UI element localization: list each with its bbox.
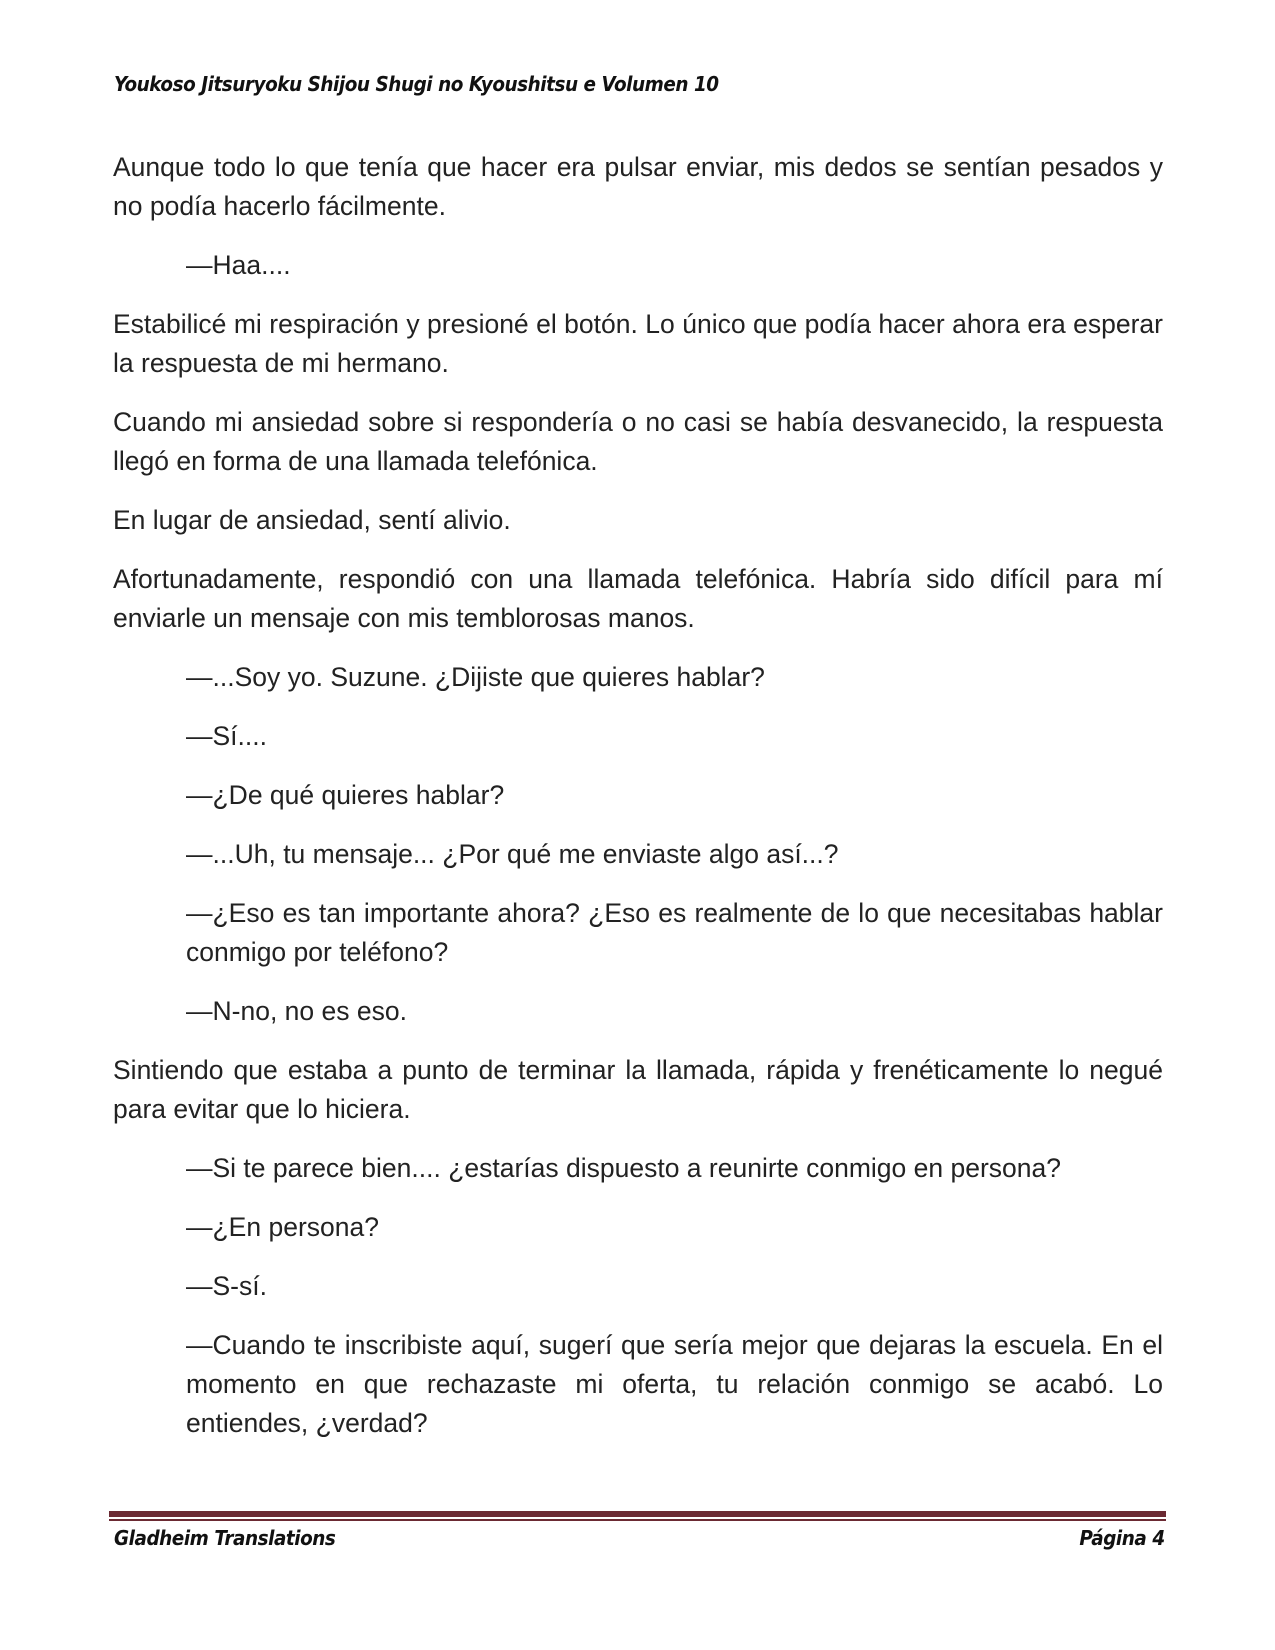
running-header: Youkoso Jitsuryoku Shijou Shugi no Kyoushitsu e Volumen 10 xyxy=(114,72,719,96)
dialogue-line: —N-no, no es eso. xyxy=(186,996,407,1026)
footer-rule-thin xyxy=(109,1519,1166,1521)
footer-rule xyxy=(109,1511,1166,1517)
dialogue-line: —¿Eso es tan importante ahora? ¿Eso es realmente de lo que necesitabas hablar conmigo por teléfono? xyxy=(186,898,1163,967)
paragraph: Afortunadamente, respondió con una llamada telefónica. Habría sido difícil para mí enviarle un mensaje con mis temblorosas manos. xyxy=(113,564,1163,633)
paragraph: En lugar de ansiedad, sentí alivio. xyxy=(113,505,511,535)
dialogue-line: —S-sí. xyxy=(186,1271,267,1301)
dialogue-line: —¿En persona? xyxy=(186,1212,379,1242)
paragraph: Sintiendo que estaba a punto de terminar la llamada, rápida y frenéticamente lo negué para evitar que lo hiciera. xyxy=(113,1055,1163,1124)
page-body xyxy=(113,148,1163,1463)
paragraph: Aunque todo lo que tenía que hacer era pulsar enviar, mis dedos se sentían pesados y no podía hacerlo fácilmente. xyxy=(113,152,1163,221)
paragraph: Cuando mi ansiedad sobre si respondería o no casi se había desvanecido, la respuesta llegó en forma de una llamada telefónica. xyxy=(113,407,1163,476)
dialogue-line: —¿De qué quieres hablar? xyxy=(186,780,505,810)
dialogue-line: —Sí.... xyxy=(186,721,267,751)
page-number: Página 4 xyxy=(1079,1526,1165,1550)
dialogue-line: —...Soy yo. Suzune. ¿Dijiste que quieres hablar? xyxy=(186,662,765,692)
footer-credit: Gladheim Translations xyxy=(114,1526,336,1550)
dialogue-line: —...Uh, tu mensaje... ¿Por qué me enviaste algo así...? xyxy=(186,839,839,869)
dialogue-line: —Haa.... xyxy=(186,250,291,280)
dialogue-line: —Si te parece bien.... ¿estarías dispuesto a reunirte conmigo en persona? xyxy=(186,1153,1061,1183)
dialogue-line: —Cuando te inscribiste aquí, sugerí que sería mejor que dejaras la escuela. En el momento en que rechazaste mi oferta, tu relación conmigo se acabó. Lo entiendes, ¿verdad? xyxy=(186,1330,1163,1438)
paragraph: Estabilicé mi respiración y presioné el botón. Lo único que podía hacer ahora era esperar la respuesta de mi hermano. xyxy=(113,309,1163,378)
